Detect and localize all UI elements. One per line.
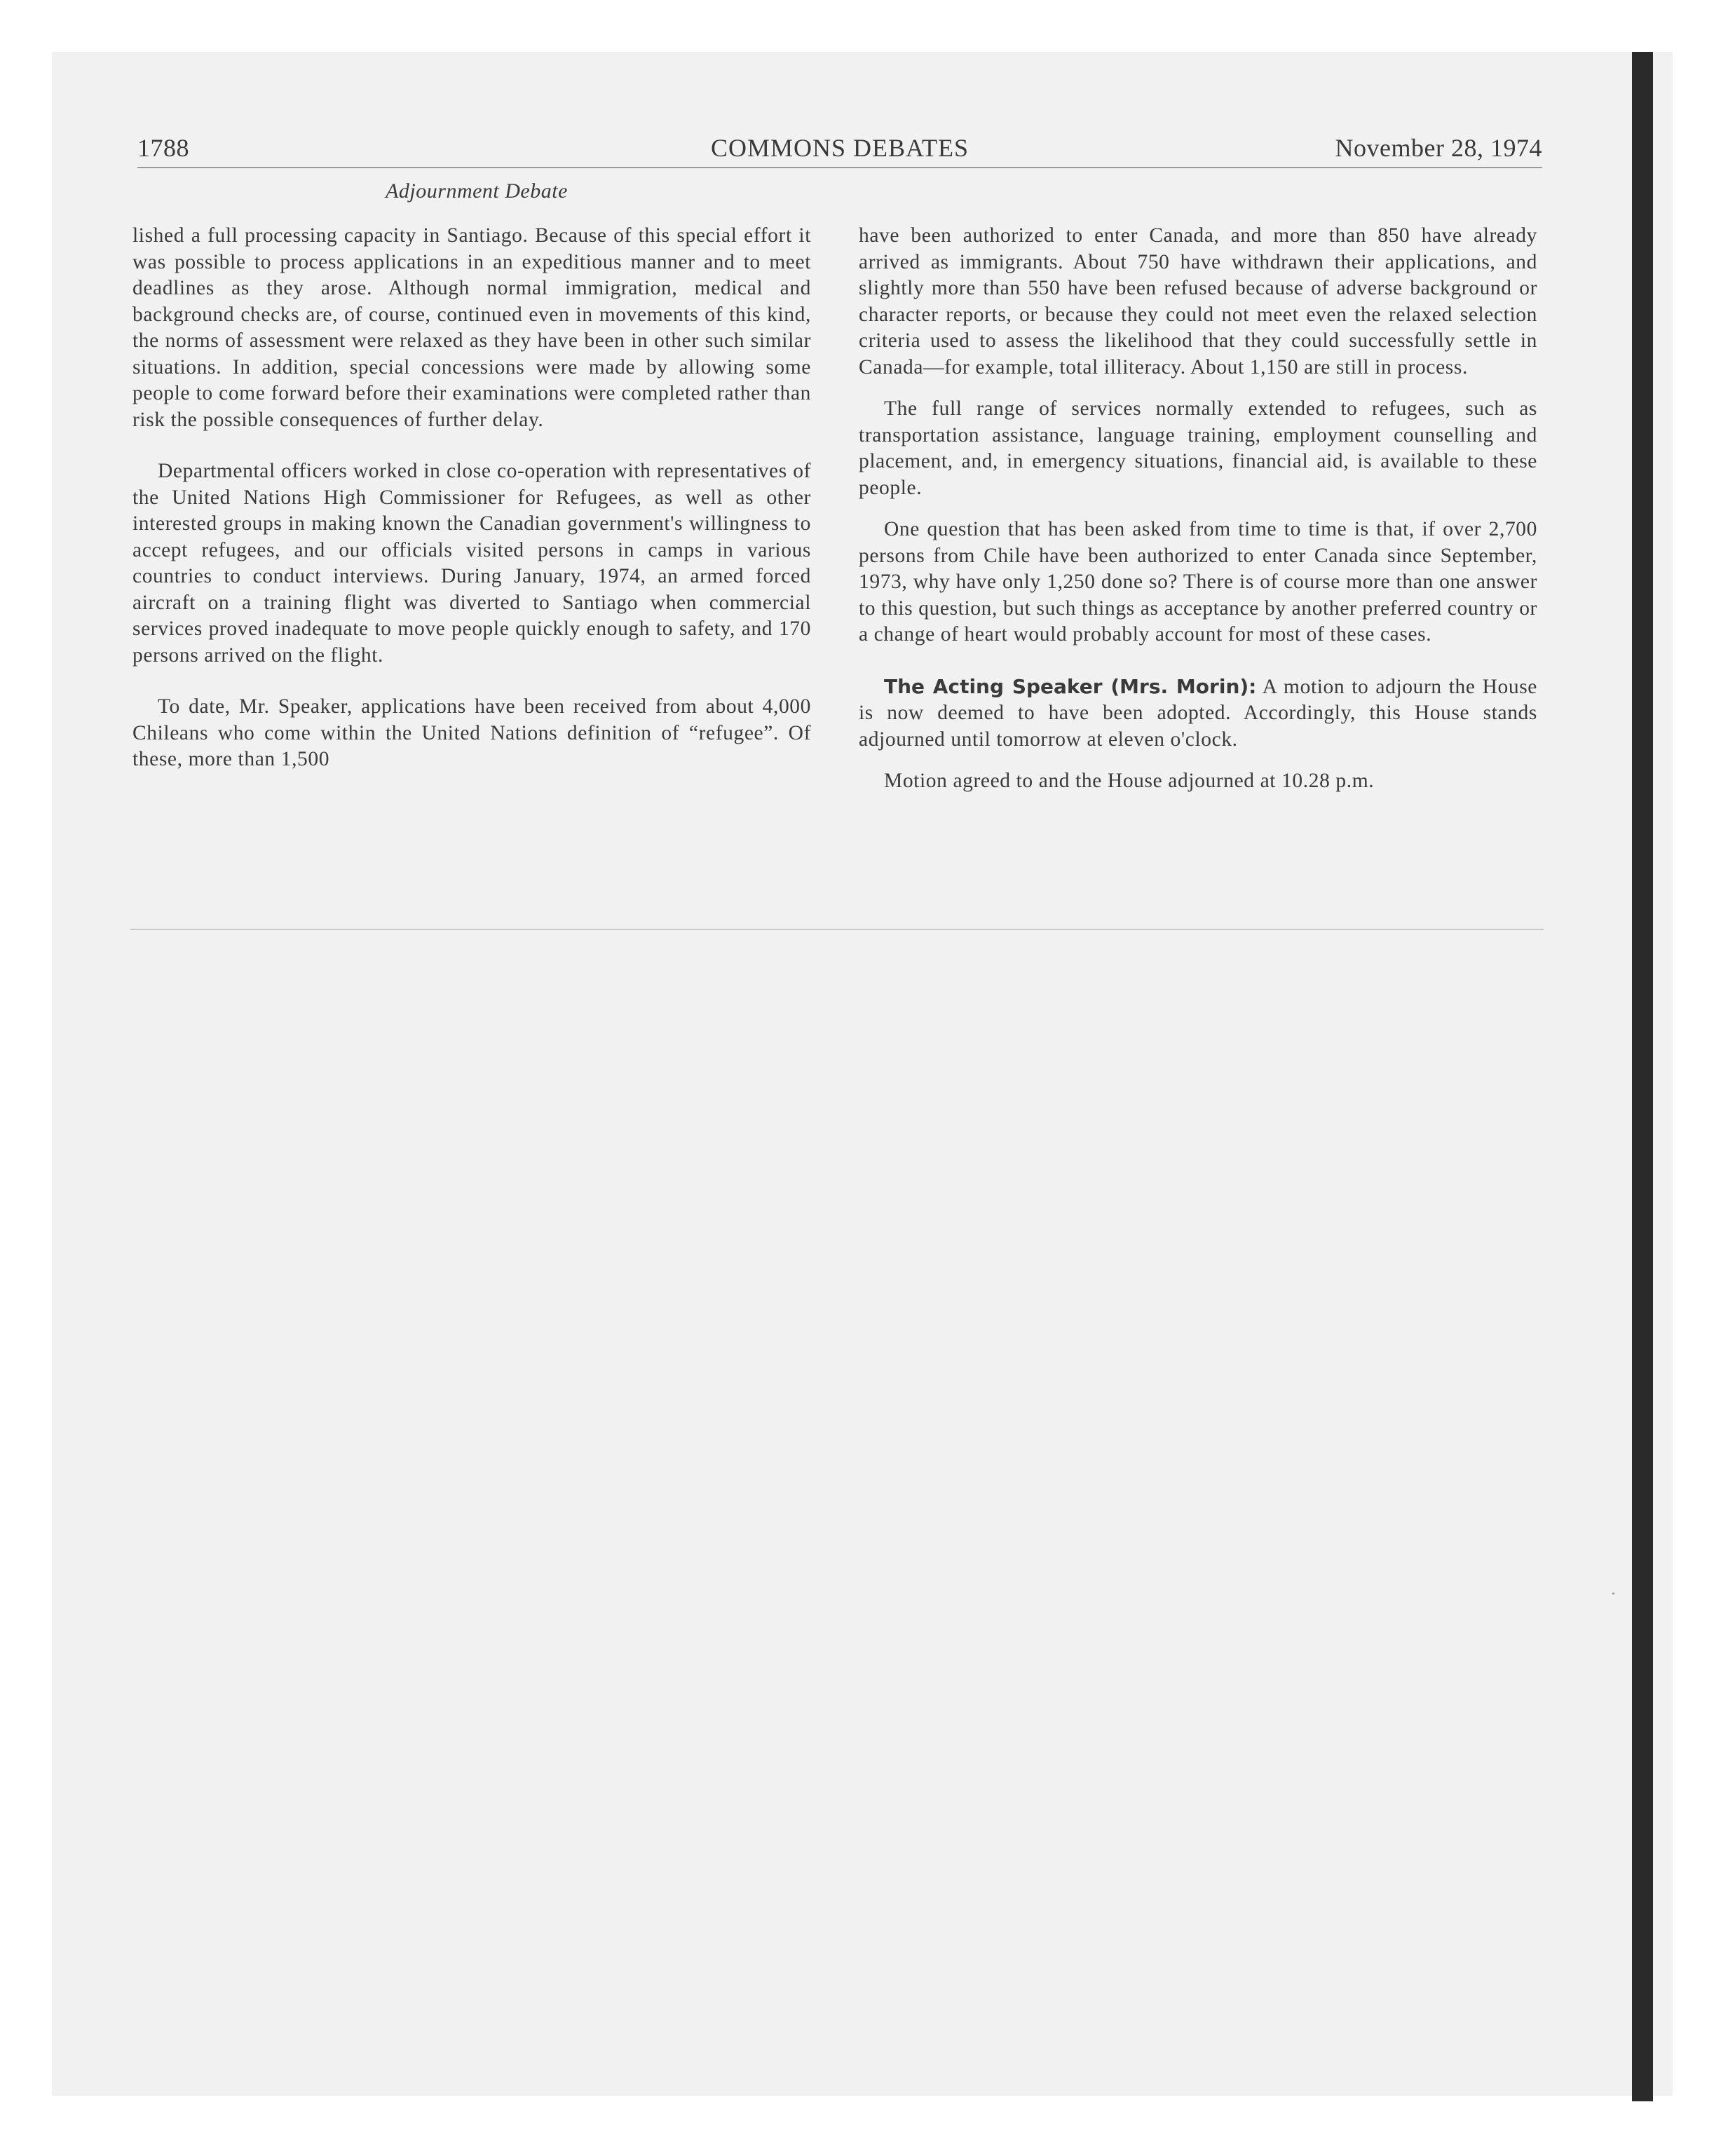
paragraph: The full range of services normally extended to refugees, such as transportation assistance, language training, employment counselling and placement, and, in emergency situations, financial aid, is available to these people. (859, 397, 1537, 499)
closing-line: Motion agreed to and the House adjourned at 10.28 p.m. (884, 770, 1375, 792)
paragraph: To date, Mr. Speaker, applications have been received from about 4,000 Chileans who come within the United Nations definition of “refugee”. Of these, more than 1,500 (132, 695, 811, 770)
scan-edge-shadow (1632, 52, 1653, 2101)
speaker-name: The Acting Speaker (Mrs. Morin): (884, 674, 1257, 698)
page-date: November 28, 1974 (1335, 134, 1542, 162)
paragraph: One question that has been asked from time to time is that, if over 2,700 persons from Chile have been authorized to enter Canada since September, 1973, why have only 1,250 done so? There is of course more than one answer to this question, but such things as acceptance by another preferred country or a change of heart would probably account for most of these cases. (859, 518, 1537, 646)
running-title: COMMONS DEBATES (710, 134, 969, 162)
page-header (137, 130, 1542, 168)
scan-speck (1612, 1592, 1614, 1595)
speaker-text: A motion to adjourn the House is now deemed to have been adopted. Accordingly, this House stands adjourned until tomorrow at eleven o'clock. (859, 675, 1537, 751)
left-column (132, 223, 811, 789)
end-rule (130, 929, 1544, 930)
paragraph: lished a full processing capacity in Santiago. Because of this special effort it was possible to process applications in an expeditious manner and to meet deadlines as they arose. Although normal immigration, medical and background checks are, of course, continued even in movements of this kind, the norms of assessment were relaxed as they have been in other such similar situations. In addition, special concessions were made by allowing some people to come forward before their examinations were completed rather than risk the possible consequences of further delay. (132, 224, 811, 431)
page-number: 1788 (137, 134, 189, 162)
right-column (859, 223, 1537, 810)
paragraph: Departmental officers worked in close co-operation with representatives of the United Nations High Commissioner for Refugees, as well as other interested groups in making known the Canadian government's willingness to accept refugees, and our officials visited persons in camps in various countries to conduct interviews. During January, 1974, an armed forced aircraft on a training flight was diverted to Santiago when commercial services proved inadequate to move people quickly enough to safety, and 170 persons arrived on the flight. (132, 460, 811, 667)
paragraph: have been authorized to enter Canada, and more than 850 have already arrived as immigrants. About 750 have withdrawn their applications, and slightly more than 550 have been refused because of adverse background or character reports, or because they could not meet even the relaxed selection criteria used to assess the likelihood that they could successfully settle in Canada—for example, total illiteracy. About 1,150 are still in process. (859, 224, 1537, 378)
speaker-paragraph (859, 674, 1537, 753)
section-title: Adjournment Debate (386, 179, 568, 203)
